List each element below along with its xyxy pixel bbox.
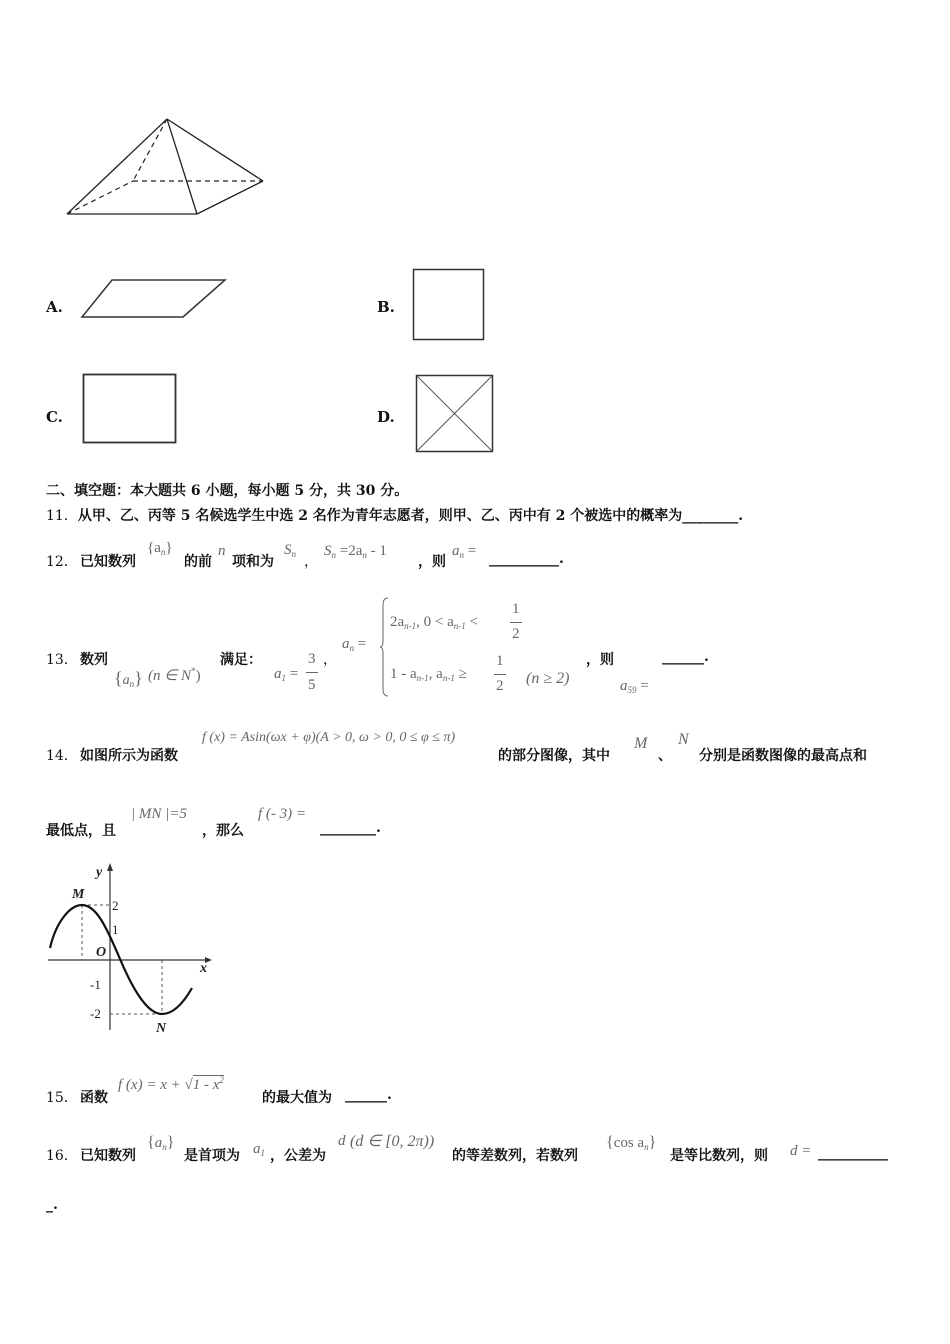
q12-text-3: 项和为 <box>232 554 274 570</box>
q14-number: 14． <box>46 748 78 764</box>
q13-case2-ge: ≥ <box>454 666 467 682</box>
q12-seq-close: } <box>165 540 173 556</box>
q16-text-5: 是等比数列，则 <box>670 1148 768 1164</box>
q16-blank-2[interactable]: _ <box>46 1197 53 1213</box>
q13-case-2 <box>390 664 467 683</box>
q12-sequence <box>147 538 173 557</box>
option-b-square <box>412 268 487 343</box>
q13-brace-open: { <box>114 668 123 688</box>
q16-d-eq: d = <box>790 1143 812 1159</box>
q13-brace-close: } <box>134 668 143 688</box>
graph-y-label: y <box>96 865 103 880</box>
q16-blank[interactable]: __________ <box>818 1145 888 1161</box>
q13-an-letter: a <box>342 636 350 652</box>
q14-sep: 、 <box>658 748 672 764</box>
q15-sqrt-text: 1 - x <box>192 1077 220 1093</box>
q11-end: . <box>738 508 744 524</box>
q14-text-2: 的部分图像，其中 <box>498 748 610 764</box>
q13-a59-sub: 59 <box>627 685 637 695</box>
q16-text-4: 的等差数列，若数列 <box>452 1148 578 1164</box>
q16-a1-letter: a <box>253 1141 261 1157</box>
q13-frac-den: 5 <box>308 677 316 693</box>
q16-a1-sub: 1 <box>260 1148 265 1158</box>
q16-cos-brace-open: { <box>606 1134 614 1151</box>
q14-end: . <box>376 820 381 836</box>
q13-an-sub: n <box>349 643 354 653</box>
q12-S-sub: n <box>291 549 296 559</box>
q12-end: . <box>559 551 564 567</box>
q13-an <box>342 634 366 653</box>
q12-answer <box>489 551 564 567</box>
q14-answer <box>320 820 381 836</box>
q13-end: . <box>704 649 709 665</box>
q14-text-4: 最低点，且 <box>46 823 116 839</box>
q12-eq-tail: - 1 <box>366 543 387 559</box>
q13-cond-sup: * <box>191 666 196 676</box>
q13-frac-num: 3 <box>308 651 316 667</box>
q16-text-2: 是首项为 <box>184 1148 240 1164</box>
q16-cos-brace-close: } <box>648 1134 657 1151</box>
q16-brace-close: } <box>166 1134 175 1151</box>
q13-case2-sub: n-1 <box>416 673 429 683</box>
q16-d-condition: (d ∈ [0, 2π)) <box>350 1133 435 1150</box>
q15-sqrt-sup: 2 <box>219 1075 224 1085</box>
q13-a1-sub: 1 <box>281 673 286 683</box>
q13-seq-sub: n <box>129 679 135 689</box>
q14-blank[interactable]: ________ <box>320 820 376 836</box>
q16-cos-sub: n <box>644 1142 649 1152</box>
q13-a1-eq: = <box>286 666 299 682</box>
option-b-label: B. <box>377 298 395 316</box>
graph-O-label: O <box>96 945 107 960</box>
q12-a-eq: = <box>464 543 477 559</box>
q14-text-5: ，那么 <box>202 823 244 839</box>
q13-answer <box>662 649 709 665</box>
q13-case1-rest: , 0 < a <box>416 614 454 630</box>
graph-tick-neg2: -2 <box>90 1006 101 1021</box>
q13-half1-den: 2 <box>512 626 520 642</box>
option-a-label: A. <box>46 298 63 316</box>
q12-seq-a: {a <box>147 540 161 556</box>
graph-tick-2: 2 <box>112 898 119 913</box>
q14-text-3: 分别是函数图像的最高点和 <box>699 748 867 764</box>
q13-seq-a: a <box>122 673 130 688</box>
graph-N-label: N <box>156 1021 167 1036</box>
q13-comma: ， <box>323 652 337 668</box>
q12-an <box>452 541 476 560</box>
q16-d: d <box>338 1133 346 1149</box>
q15-func: f (x) = x + <box>118 1077 185 1093</box>
q14-text-1: 如图所示为函数 <box>80 748 178 764</box>
q11-number: 11． <box>46 508 78 524</box>
q13-cond: (n ∈ N <box>148 668 192 684</box>
q13-frac-bar <box>306 672 318 673</box>
q12-eq-rest: =2a <box>336 543 363 559</box>
q16-sequence <box>147 1133 174 1152</box>
q13-case2-rest: , a <box>428 666 443 682</box>
q14-f: f (- 3) = <box>258 806 307 822</box>
q16-answer-tail <box>46 1197 58 1213</box>
q12-text-1: 已知数列 <box>80 554 136 570</box>
q12-seq-sub: n <box>160 547 166 557</box>
option-c-label: C. <box>46 408 63 426</box>
q12-a: a <box>452 543 460 559</box>
q13-a59 <box>620 676 649 695</box>
q13-half1-num: 1 <box>512 601 520 617</box>
q13-case1-sub2: n-1 <box>453 621 466 631</box>
q13-condition <box>148 666 201 685</box>
q13-case2-sub2: n-1 <box>442 673 455 683</box>
q13-blank[interactable]: ______ <box>662 649 704 665</box>
q15-text-1: 函数 <box>80 1090 108 1106</box>
q15-function <box>118 1075 224 1094</box>
option-d-square-diagonals <box>415 374 495 454</box>
q12-text-2: 的前 <box>184 554 212 570</box>
q13-sequence <box>114 668 143 689</box>
q13-case1-lt: < <box>465 614 479 630</box>
q13-half1-bar <box>510 622 522 623</box>
q15-sqrt-body <box>193 1075 224 1093</box>
question-11 <box>46 505 743 525</box>
q11-text: 从甲、乙、丙等 5 名候选学生中选 2 名作为青年志愿者，则甲、乙、丙中有 2 个被选中的概率为 <box>77 508 683 524</box>
q12-eq-sub: n <box>331 550 336 560</box>
q14-mn: | MN |=5 <box>131 806 187 822</box>
y-axis-arrow <box>107 863 113 871</box>
option-a-parallelogram <box>80 278 230 323</box>
graph-M-label: M <box>72 887 85 902</box>
q16-end: . <box>53 1197 58 1213</box>
q13-text-1: 数列 <box>80 652 108 668</box>
q13-half2-den: 2 <box>496 678 504 694</box>
q13-half2-bar <box>494 674 506 675</box>
graph-x-label: x <box>200 961 207 976</box>
graph-tick-neg1: -1 <box>90 977 101 992</box>
q15-end: . <box>387 1087 392 1103</box>
q16-cos-sequence <box>606 1133 656 1152</box>
q14-N: N <box>678 731 689 748</box>
section-heading: 二、填空题：本大题共 6 小题，每小题 5 分，共 30 分。 <box>46 483 409 499</box>
q13-an-eq: = <box>354 636 367 652</box>
graph-tick-1: 1 <box>112 922 119 937</box>
q15-text-2: 的最大值为 <box>262 1090 332 1106</box>
q13-text-3: ，则 <box>586 652 614 668</box>
q16-seq-sub: n <box>162 1142 167 1152</box>
option-c-rectangle <box>82 373 178 445</box>
q13-piecewise-brace <box>380 597 390 697</box>
q12-equation <box>324 541 387 560</box>
q16-seq-a: a <box>154 1135 163 1151</box>
q13-case1: 2a <box>390 614 405 630</box>
q13-a59-letter: a <box>620 678 628 694</box>
q16-brace-open: { <box>147 1134 155 1151</box>
q12-number: 12． <box>46 554 78 570</box>
q13-text-2: 满足： <box>220 652 262 668</box>
q12-eq-sub2: n <box>362 550 367 560</box>
q15-sqrt-sign: √ <box>184 1077 193 1093</box>
q13-a1 <box>274 664 298 683</box>
q15-answer <box>345 1087 392 1103</box>
q16-number: 16． <box>46 1148 78 1164</box>
q12-a-sub: n <box>459 550 464 560</box>
sine-graph <box>40 858 220 1038</box>
q13-number: 13． <box>46 652 78 668</box>
q12-comma: ， <box>304 554 318 570</box>
q12-n: n <box>218 543 226 559</box>
pyramid-figure <box>60 112 320 232</box>
q16-text-3: ，公差为 <box>270 1148 326 1164</box>
q16-text-1: 已知数列 <box>80 1148 136 1164</box>
q13-case2: 1 - a <box>390 666 417 682</box>
q16-cos: cos a <box>613 1135 645 1151</box>
q12-S <box>284 540 296 559</box>
q12-blank[interactable]: __________ <box>489 551 559 567</box>
q13-case1-sub: n-1 <box>404 621 417 631</box>
q14-M: M <box>634 735 648 752</box>
q15-blank[interactable]: ______ <box>345 1087 387 1103</box>
q16-a1 <box>253 1139 265 1158</box>
q13-a59-eq: = <box>636 678 649 694</box>
q13-a1-letter: a <box>274 666 282 682</box>
q13-case-1 <box>390 612 478 631</box>
q11-blank[interactable]: ________ <box>682 508 739 524</box>
q14-function: f (x) = Asin(ωx + φ)(A > 0, ω > 0, 0 ≤ φ ≤ π) <box>202 730 456 745</box>
q13-n-condition: (n ≥ 2) <box>526 670 570 687</box>
q13-half2-num: 1 <box>496 653 504 669</box>
q13-cond-close: ) <box>195 668 201 684</box>
q12-eq-S: S <box>324 543 332 559</box>
q15-number: 15． <box>46 1090 78 1106</box>
q12-text-4: ，则 <box>418 554 446 570</box>
q12-S-letter: S <box>284 542 292 558</box>
option-d-label: D. <box>377 408 395 426</box>
